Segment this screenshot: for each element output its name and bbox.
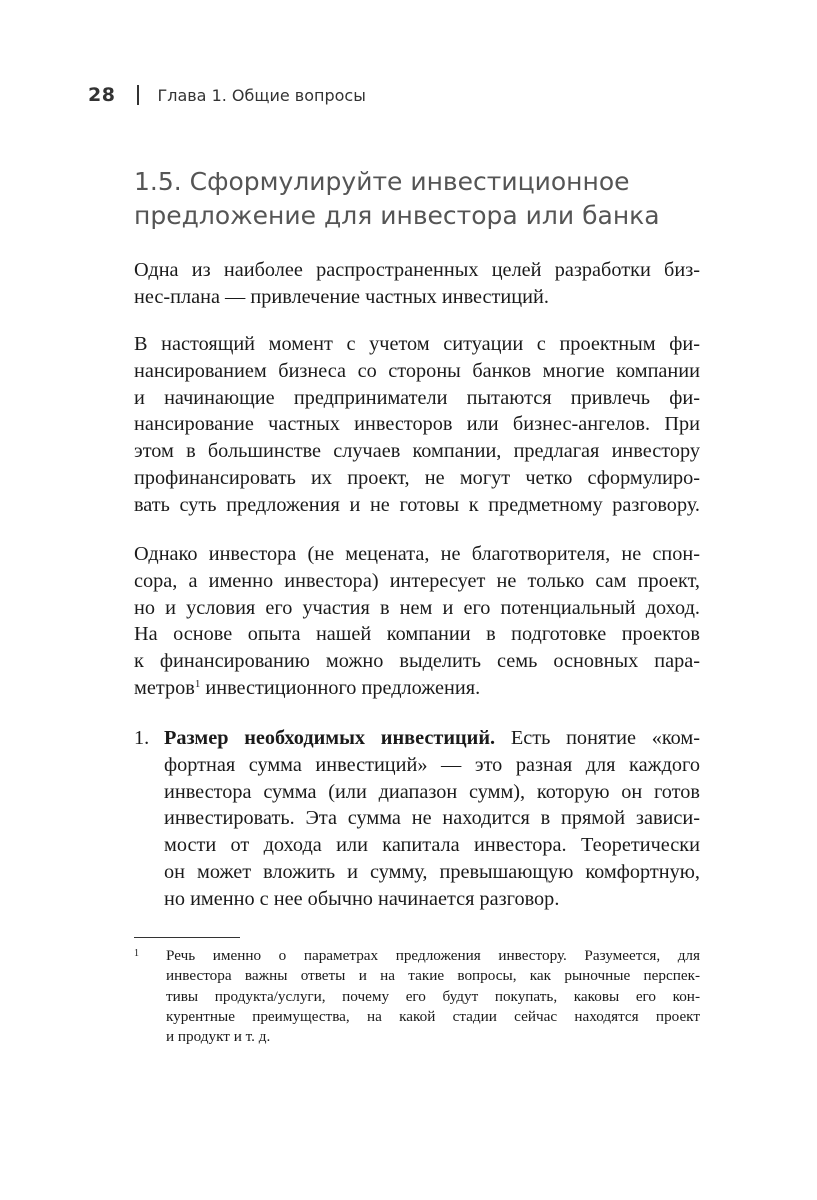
section-title-line: предложение для инвестора или банка	[134, 201, 660, 230]
text-line: и начинающие предприниматели пытаются привлечь фи-	[134, 386, 700, 409]
text-line: но именно с нее обычно начинается разговор.	[164, 887, 560, 910]
text-line: но и условия его участия в нем и его потенциальный доход.	[134, 596, 700, 619]
section-title-line: 1.5. Сформулируйте инвестиционное	[134, 167, 630, 196]
text-line: Однако инвестора (не мецената, не благотворителя, не спон-	[134, 543, 700, 565]
text-line	[134, 675, 700, 702]
text-line: этом в большинстве случаев компании, предлагая инвестору	[134, 440, 700, 463]
text-line: тивы продукта/услуги, почему его будут покупать, каковы его кон-	[166, 987, 700, 1005]
text-line: к финансированию можно выделить семь основных пара-	[134, 650, 700, 673]
text-line: сора, а именно инвестора) интересует не только сам проект,	[134, 569, 700, 592]
footnote-reference[interactable]: 1	[194, 677, 201, 690]
text-fragment: Есть понятие «ком-	[495, 727, 700, 749]
paragraph-2	[134, 331, 700, 519]
text-line: нансирование частных инвесторов или бизнес-ангелов. При	[134, 413, 700, 436]
text-line: Одна из наиболее распространенных целей разработки биз-	[134, 259, 700, 281]
text-line: Речь именно о параметрах предложения инвестору. Разумеется, для	[166, 947, 700, 964]
text-line: инвестора важны ответы и на такие вопросы, как рыночные перспек-	[166, 967, 700, 985]
text-line: нансированием бизнеса со стороны банков многие компании	[134, 359, 700, 382]
page-number: 28	[88, 84, 116, 106]
text-fragment: метров	[134, 676, 195, 699]
header-divider	[137, 85, 139, 105]
section-title	[134, 165, 734, 233]
paragraph-3	[134, 541, 700, 702]
list-term: Размер необходимых инвестиций.	[164, 727, 496, 749]
footnote-body	[166, 946, 700, 1047]
running-header	[88, 80, 366, 110]
text-line: он может вложить и сумму, превышающую комфортную,	[164, 860, 700, 883]
footnote-divider	[134, 937, 240, 938]
text-line: и продукт и т. д.	[166, 1028, 271, 1046]
text-line: В настоящий момент с учетом ситуации с проектным фи-	[134, 333, 700, 355]
chapter-title: Глава 1. Общие вопросы	[157, 85, 366, 105]
text-line: мости от дохода или капитала инвестора. Теоретически	[164, 834, 700, 857]
text-line: На основе опыта нашей компании в подготовке проектов	[134, 623, 700, 646]
paragraph-1	[134, 257, 700, 311]
text-line: вать суть предложения и не готовы к предметному разговору.	[134, 493, 700, 516]
text-line: инвестора сумма (или диапазон сумм), которую он готов	[164, 780, 700, 803]
list-number: 1.	[134, 727, 150, 749]
text-line: нес-плана — привлечение частных инвестиций.	[134, 285, 549, 308]
footnote-mark: 1	[134, 948, 139, 959]
text-line: фортная сумма инвестиций» — это разная для каждого	[164, 753, 700, 776]
text-fragment: инвестиционного предложения.	[200, 676, 481, 699]
text-line: инвестировать. Эта сумма не находится в прямой зависи-	[164, 807, 700, 830]
list-item-body	[164, 725, 700, 913]
text-line: курентные преимущества, на какой стадии сейчас находятся проект	[166, 1007, 700, 1025]
text-line: профинансировать их проект, не могут четко сформулиро-	[134, 466, 700, 489]
text-line	[164, 725, 700, 752]
